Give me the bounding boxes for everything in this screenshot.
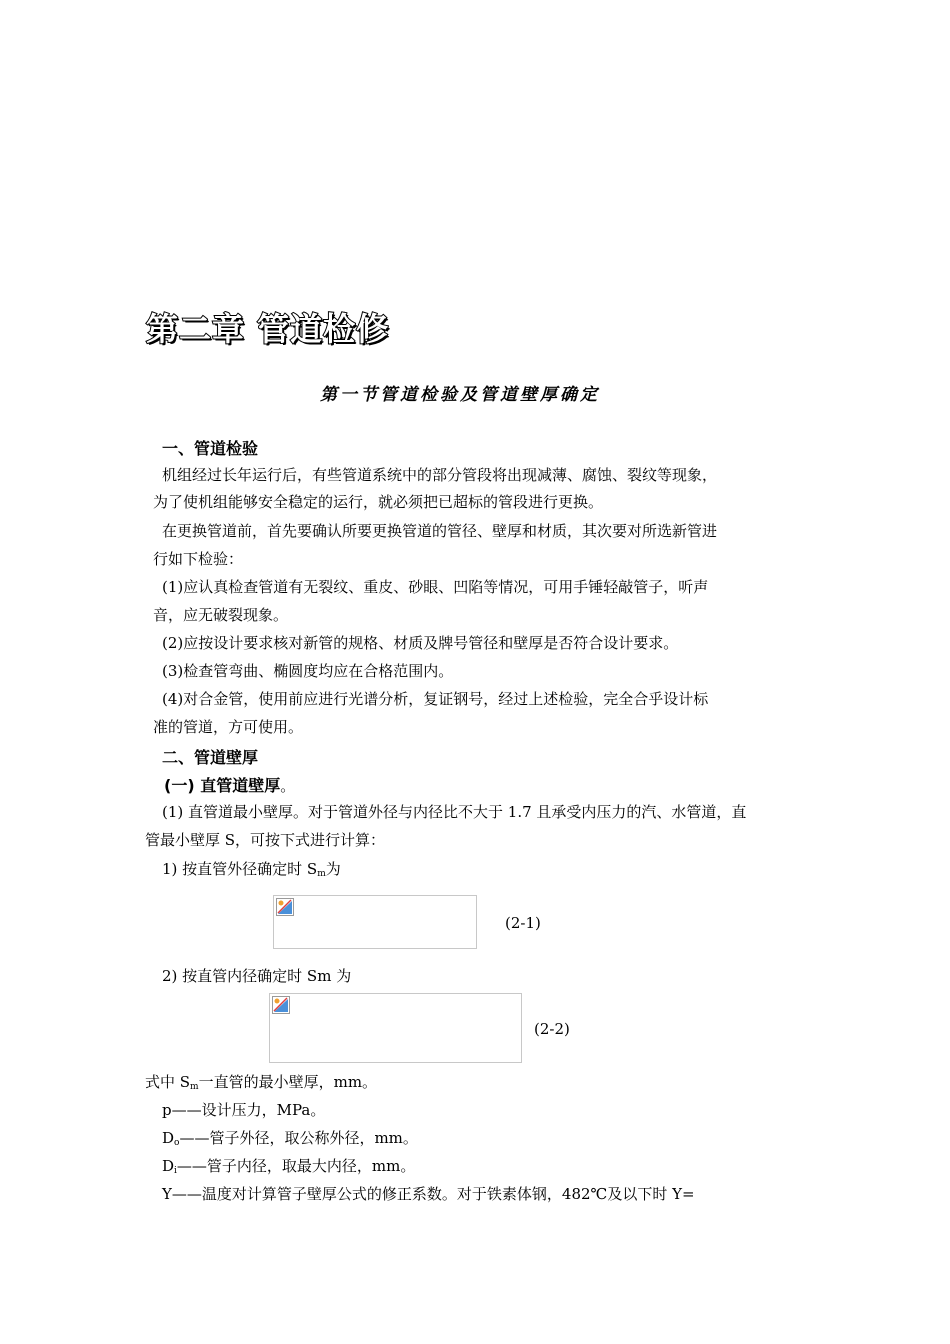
paragraph-line: 为了使机组能够安全稳定的运行，就必须把已超标的管段进行更换。 bbox=[153, 493, 604, 511]
symbol: D bbox=[162, 1157, 175, 1175]
section-title: 第一节管道检验及管道壁厚确定 bbox=[320, 385, 600, 405]
where-line-p: p——设计压力，MPa。 bbox=[162, 1101, 326, 1119]
formula-2-label: 2) 按直管内径确定时 Sm 为 bbox=[162, 967, 352, 985]
subscript: m bbox=[190, 1082, 199, 1092]
formula-1-label-end: 为 bbox=[325, 860, 341, 878]
subscript: m bbox=[317, 869, 326, 879]
inspection-item-1-cont: 音，应无破裂现象。 bbox=[153, 606, 289, 624]
paragraph-line: (1) 直管道最小壁厚。对于管道外径与内径比不大于 1.7 且承受内压力的汽、水管道，直 bbox=[162, 803, 747, 821]
where-desc: ——管子内径，取最大内径，mm。 bbox=[176, 1157, 416, 1175]
inspection-item-2: (2)应按设计要求核对新管的规格、材质及牌号管径和壁厚是否符合设计要求。 bbox=[162, 634, 679, 652]
subscript: o bbox=[174, 1138, 180, 1148]
paragraph-line: 在更换管道前，首先要确认所要更换管道的管径、壁厚和材质，其次要对所选新管进 bbox=[162, 522, 718, 540]
symbol: D bbox=[162, 1129, 175, 1147]
formula-1-label-text: 1) 按直管外径确定时 S bbox=[162, 860, 318, 878]
paragraph-line: 行如下检验： bbox=[153, 550, 244, 568]
inspection-item-1: (1)应认真检查管道有无裂纹、重皮、砂眼、凹陷等情况，可用手锤轻敲管子，听声 bbox=[162, 578, 709, 596]
where-line-y: Y——温度对计算管子壁厚公式的修正系数。对于铁素体钢，482℃及以下时 Y= bbox=[162, 1185, 695, 1203]
where-line-sm bbox=[145, 1072, 377, 1097]
subscript: i bbox=[174, 1166, 177, 1176]
where-desc: 一直管的最小壁厚，mm。 bbox=[198, 1073, 378, 1091]
formula-2-1-number: (2-1) bbox=[505, 914, 541, 932]
heading-pipe-wall-thickness: 二、管道壁厚 bbox=[162, 748, 259, 767]
inspection-item-3: (3)检查管弯曲、椭圆度均应在合格范围内。 bbox=[162, 662, 454, 680]
inspection-item-4: (4)对合金管，使用前应进行光谱分析，复证钢号，经过上述检验，完全合乎设计标 bbox=[162, 690, 709, 708]
heading-pipe-inspection: 一、管道检验 bbox=[162, 439, 259, 458]
where-line-do bbox=[162, 1128, 418, 1153]
where-desc: ——管子外径，取公称外径，mm。 bbox=[179, 1129, 418, 1147]
chapter-title: 第二章 管道检修 bbox=[146, 310, 390, 348]
heading-straight-pipe-text: (一) 直管道壁厚 bbox=[164, 776, 281, 795]
paragraph-line: 管最小壁厚 S，可按下式进行计算： bbox=[145, 831, 386, 849]
paragraph-line: 机组经过长年运行后，有些管道系统中的部分管段将出现减薄、腐蚀、裂纹等现象， bbox=[162, 466, 718, 484]
formula-1-label bbox=[162, 859, 341, 884]
where-label: 式中 S bbox=[145, 1073, 191, 1091]
broken-image-icon bbox=[272, 996, 290, 1014]
formula-2-2-image bbox=[269, 993, 522, 1063]
heading-straight-pipe bbox=[164, 773, 295, 796]
broken-image-icon bbox=[276, 898, 294, 916]
inspection-item-4-cont: 准的管道，方可使用。 bbox=[153, 718, 304, 736]
where-line-di bbox=[162, 1156, 415, 1181]
heading-straight-pipe-tail: 。 bbox=[280, 777, 296, 795]
formula-2-2-number: (2-2) bbox=[534, 1020, 570, 1038]
formula-2-1-image bbox=[273, 895, 477, 949]
